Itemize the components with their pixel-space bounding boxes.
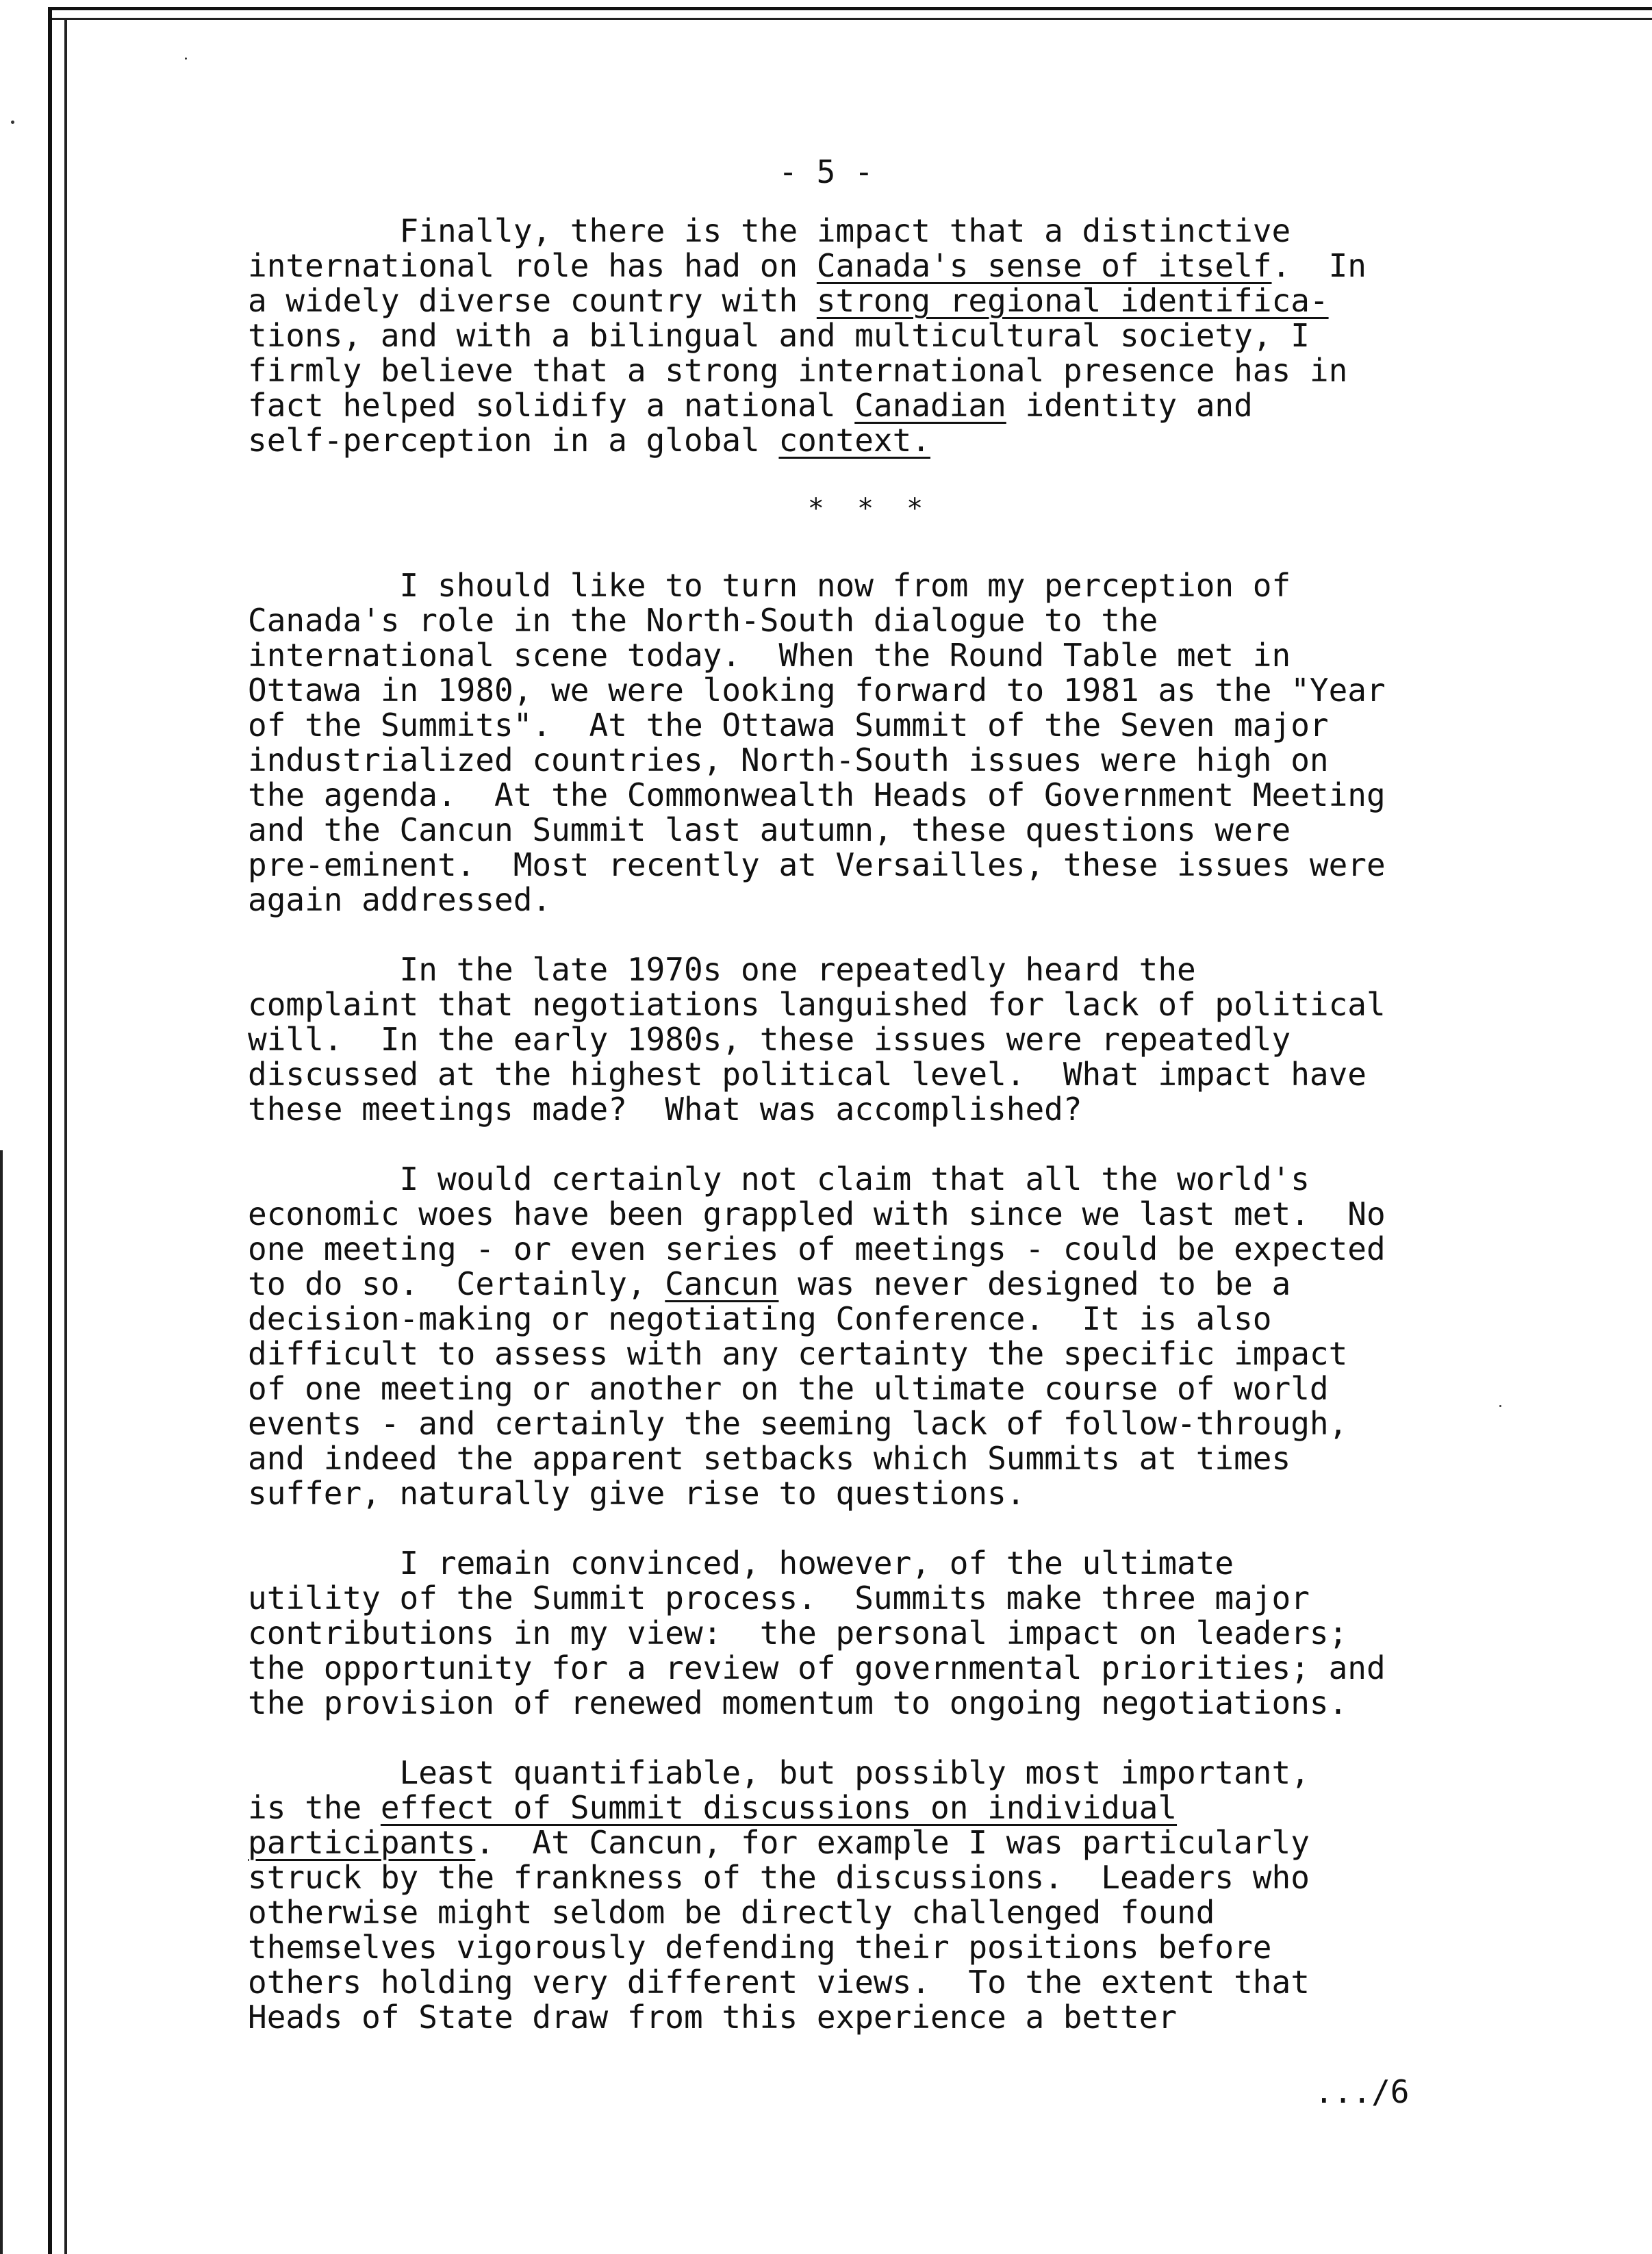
text-run: and the Cancun Summit last autumn, these questions were — [248, 811, 1291, 848]
text-line — [248, 318, 1549, 353]
text-run: I should like to turn now from my perception of — [248, 567, 1291, 604]
text-run: difficult to assess with any certainty the specific impact — [248, 1335, 1348, 1372]
text-run: . At Cancun, for example I was particularly — [475, 1824, 1310, 1861]
text-run: the agenda. At the Commonwealth Heads of Government Meeting — [248, 776, 1386, 813]
text-line — [248, 1267, 1549, 1302]
scan-edge-far-left — [0, 1150, 3, 2254]
text-line — [248, 214, 1549, 249]
page-number: - 5 - — [778, 153, 874, 190]
text-run: I remain convinced, however, of the ultimate — [248, 1545, 1234, 1582]
paragraph — [248, 1162, 1549, 1511]
text-line — [248, 708, 1549, 743]
paragraph — [248, 214, 1549, 458]
text-line — [248, 673, 1549, 708]
text-run: and indeed the apparent setbacks which Summits at times — [248, 1440, 1291, 1477]
text-line — [248, 987, 1549, 1022]
text-line — [248, 1616, 1549, 1651]
text-line — [248, 2000, 1549, 2035]
text-line — [248, 249, 1549, 283]
text-run: these meetings made? What was accomplished? — [248, 1091, 1082, 1128]
paragraph — [248, 952, 1549, 1127]
text-line — [248, 353, 1549, 388]
text-run: identity and — [1006, 387, 1253, 424]
paragraph — [248, 1546, 1549, 1721]
text-run: themselves vigorously defending their positions before — [248, 1929, 1272, 1966]
text-run: a widely diverse country with — [248, 282, 817, 319]
text-run: contributions in my view: the personal impact on leaders; — [248, 1614, 1348, 1651]
text-line — [248, 568, 1549, 603]
text-run: pre-eminent. Most recently at Versailles, these issues were — [248, 846, 1386, 883]
text-line — [248, 1022, 1549, 1057]
text-line — [248, 1406, 1549, 1441]
text-run: of one meeting or another on the ultimate course of world — [248, 1370, 1329, 1407]
text-run: the provision of renewed momentum to ongoing negotiations. — [248, 1684, 1348, 1721]
text-line — [248, 1197, 1549, 1232]
text-line — [248, 638, 1549, 673]
text-run: Ottawa in 1980, we were looking forward to 1981 as the "Year — [248, 672, 1386, 709]
text-run: discussed at the highest political level. What impact have — [248, 1056, 1367, 1093]
text-line — [248, 743, 1549, 778]
text-run: the opportunity for a review of governmental priorities; and — [248, 1649, 1386, 1686]
text-run: firmly believe that a strong international presence has in — [248, 352, 1348, 389]
text-line — [248, 1756, 1549, 1790]
text-line — [248, 388, 1549, 423]
text-run: will. In the early 1980s, these issues were repeatedly — [248, 1021, 1291, 1058]
text-run: events - and certainly the seeming lack of follow-through, — [248, 1405, 1348, 1442]
text-line — [248, 1162, 1549, 1197]
text-run: utility of the Summit process. Summits make three major — [248, 1580, 1310, 1617]
text-line — [248, 1546, 1549, 1581]
text-run: international scene today. When the Round Table met in — [248, 637, 1291, 674]
text-line — [248, 1860, 1549, 1895]
body-text-main — [248, 568, 1549, 2070]
text-line — [248, 883, 1549, 917]
text-run: of the Summits". At the Ottawa Summit of the Seven major — [248, 707, 1329, 744]
paragraph — [248, 1756, 1549, 2035]
text-line — [248, 848, 1549, 883]
text-line — [248, 1895, 1549, 1930]
text-run: tions, and with a bilingual and multicultural society, I — [248, 317, 1310, 354]
text-line — [248, 952, 1549, 987]
text-run: economic woes have been grappled with since we last met. No — [248, 1195, 1386, 1232]
text-line — [248, 1302, 1549, 1337]
text-run: was never designed to be a — [778, 1265, 1291, 1302]
text-run: one meeting - or even series of meetings - could be expected — [248, 1230, 1386, 1267]
text-line — [248, 1057, 1549, 1092]
scan-edge-left — [48, 7, 52, 2254]
text-line — [248, 1686, 1549, 1721]
continued-marker: .../6 — [1314, 2073, 1410, 2110]
text-run: . In — [1271, 247, 1367, 284]
text-run: is the — [248, 1789, 381, 1826]
text-line — [248, 1930, 1549, 1965]
text-line — [248, 1790, 1549, 1825]
text-line — [248, 1371, 1549, 1406]
text-run: Finally, there is the impact that a distinctive — [248, 212, 1291, 249]
text-run: I would certainly not claim that all the world's — [248, 1161, 1310, 1198]
text-run: decision-making or negotiating Conference. It is also — [248, 1300, 1272, 1337]
text-line — [248, 778, 1549, 813]
text-run: In the late 1970s one repeatedly heard the — [248, 951, 1196, 988]
scan-speck — [185, 58, 187, 60]
text-run: others holding very different views. To the extent that — [248, 1964, 1310, 2001]
text-run: industrialized countries, North-South issues were high on — [248, 742, 1329, 778]
text-line — [248, 1441, 1549, 1476]
text-line — [248, 1965, 1549, 2000]
text-run: suffer, naturally give rise to questions. — [248, 1475, 1026, 1512]
text-run: international role has had on — [248, 247, 817, 284]
text-line — [248, 603, 1549, 638]
text-run: fact helped solidify a national — [248, 387, 855, 424]
underlined-text: context. — [778, 422, 931, 459]
text-run: Heads of State draw from this experience a better — [248, 1999, 1178, 2036]
text-run: complaint that negotiations languished for lack of political — [248, 986, 1386, 1023]
section-separator: * * * — [807, 493, 932, 524]
text-run: again addressed. — [248, 881, 552, 918]
text-line — [248, 283, 1549, 318]
text-line — [248, 1092, 1549, 1127]
text-run: Least quantifiable, but possibly most important, — [248, 1754, 1310, 1791]
underlined-text: Canadian — [854, 387, 1006, 424]
text-run: self-perception in a global — [248, 422, 779, 459]
scan-edge-left-inner — [64, 18, 67, 2254]
text-line — [248, 813, 1549, 848]
text-line — [248, 1232, 1549, 1267]
underlined-text: Cancun — [665, 1265, 779, 1302]
underlined-text: strong regional identifica- — [816, 282, 1329, 319]
text-line — [248, 1825, 1549, 1860]
text-line — [248, 423, 1549, 458]
text-run: struck by the frankness of the discussions. Leaders who — [248, 1859, 1310, 1896]
underlined-text: Canada's sense of itself — [816, 247, 1272, 284]
text-line — [248, 1337, 1549, 1371]
text-run: otherwise might seldom be directly challenged found — [248, 1894, 1215, 1931]
scan-edge-top — [48, 7, 1652, 10]
text-line — [248, 1476, 1549, 1511]
underlined-text: effect of Summit discussions on individual — [380, 1789, 1178, 1826]
paragraph — [248, 568, 1549, 917]
scan-speck — [11, 121, 14, 124]
scan-edge-top-inner — [48, 18, 1652, 20]
text-line — [248, 1651, 1549, 1686]
text-run: Canada's role in the North-South dialogue to the — [248, 602, 1158, 639]
text-line — [248, 1581, 1549, 1616]
text-run: to do so. Certainly, — [248, 1265, 665, 1302]
underlined-text: participants — [248, 1824, 476, 1861]
